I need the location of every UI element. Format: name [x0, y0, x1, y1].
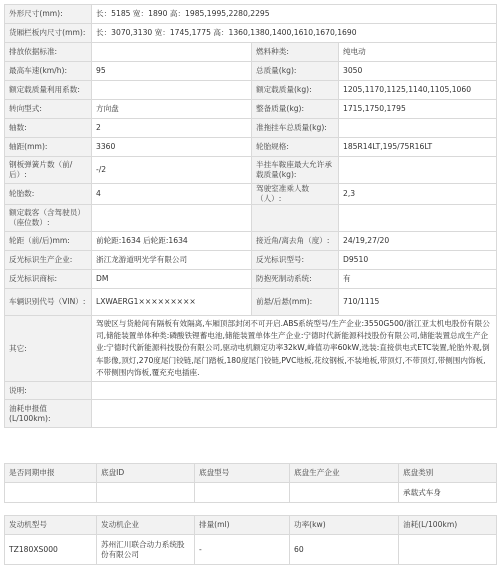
param-row — [5, 382, 497, 400]
param-label: 油耗申报值(L/100km): — [5, 400, 92, 428]
column-header: 底盘类别 — [399, 464, 497, 483]
param-value: 长：5185 宽：1890 高：1985,1995,2280,2295 — [92, 5, 497, 24]
table-cell: - — [195, 535, 290, 565]
table-cell — [290, 483, 399, 503]
column-header: 油耗(L/100km) — [399, 516, 497, 535]
param-row — [5, 62, 497, 81]
param-label: 反光标识型号: — [252, 250, 339, 269]
param-row — [5, 288, 497, 315]
param-label: 轴距(mm): — [5, 138, 92, 157]
param-label: 外形尺寸(mm): — [5, 5, 92, 24]
column-header: 底盘型号 — [195, 464, 290, 483]
table-row — [5, 483, 497, 503]
param-value: 24/19,27/20 — [339, 231, 497, 250]
param-value — [339, 157, 497, 184]
param-label: 驾驶室准乘人数（人）: — [252, 184, 339, 205]
param-label: 整备质量(kg): — [252, 100, 339, 119]
param-label: 前悬/后悬(mm): — [252, 288, 339, 315]
chassis-table-body — [5, 464, 497, 503]
param-label: 车辆识别代号（VIN）: — [5, 288, 92, 315]
column-header: 发动机企业 — [97, 516, 195, 535]
param-label: 货厢栏板内尺寸(mm): — [5, 24, 92, 43]
param-row — [5, 231, 497, 250]
param-label: 防抱死制动系统: — [252, 269, 339, 288]
param-row — [5, 119, 497, 138]
table-cell: 60 — [290, 535, 399, 565]
param-value: 长：3070,3130 宽：1745,1775 高：1360,1380,1400,1610,1670,1690 — [92, 24, 497, 43]
param-label: 额定载质量利用系数: — [5, 81, 92, 100]
param-label: 反光标识生产企业: — [5, 250, 92, 269]
param-value: LXWAERG1××××××××× — [92, 288, 252, 315]
param-row — [5, 5, 497, 24]
param-label: 轮胎数: — [5, 184, 92, 205]
column-header: 底盘生产企业 — [290, 464, 399, 483]
param-row — [5, 204, 497, 231]
table-cell — [5, 483, 97, 503]
param-value: 纯电动 — [339, 43, 497, 62]
param-value: 前轮距:1634 后轮距:1634 — [92, 231, 252, 250]
param-value — [92, 81, 252, 100]
param-value: 710/1115 — [339, 288, 497, 315]
param-value: 2 — [92, 119, 252, 138]
param-label: 轴数: — [5, 119, 92, 138]
param-value: D9510 — [339, 250, 497, 269]
table-cell: 苏州汇川联合动力系统股份有限公司 — [97, 535, 195, 565]
param-value: 有 — [339, 269, 497, 288]
param-value: 驾驶区与货舱间有隔板有效隔离,车厢顶部封闭不可开启.ABS系统型号/生产企业:3550G500/浙江亚太机电股份有限公司,储能装置单体种类:磷酸铁锂蓄电池,储能装置单体生产企业:宁德时代新能源科技股份有限公司,储能装置总成生产企业:宁德时代新能源科技股份有限公司,驱动电机额定功率32kW,峰值功率60kW,选装:直接供电式ETC装置,轮胎外观,倒车影像,顶灯,270度尾门铰链,尾门踏板,180度尾门铰链,PVC地板,花纹钢板,不装地板,带顶灯,不带顶灯,带侧围内饰板,不带侧围内饰板,覆充充电插座. — [92, 315, 497, 381]
param-value: 3360 — [92, 138, 252, 157]
column-header: 是否同期申报 — [5, 464, 97, 483]
column-header: 底盘ID — [97, 464, 195, 483]
param-value: -/2 — [92, 157, 252, 184]
param-value: 方向盘 — [92, 100, 252, 119]
param-label — [252, 204, 339, 231]
param-row — [5, 400, 497, 428]
table-cell — [97, 483, 195, 503]
param-row — [5, 315, 497, 381]
param-value: 2,3 — [339, 184, 497, 205]
param-row — [5, 269, 497, 288]
param-value: 185R14LT,195/75R16LT — [339, 138, 497, 157]
param-value — [92, 382, 497, 400]
param-value: DM — [92, 269, 252, 288]
param-value: 浙江龙游道明光学有限公司 — [92, 250, 252, 269]
param-row — [5, 184, 497, 205]
param-row — [5, 81, 497, 100]
param-value — [339, 119, 497, 138]
param-value — [92, 43, 252, 62]
param-label: 钢板弹簧片数（前/后）: — [5, 157, 92, 184]
param-label: 总质量(kg): — [252, 62, 339, 81]
param-row — [5, 138, 497, 157]
param-label: 燃料种类: — [252, 43, 339, 62]
column-header: 排量(ml) — [195, 516, 290, 535]
chassis-table — [4, 463, 497, 503]
param-label: 说明: — [5, 382, 92, 400]
param-label: 转向型式: — [5, 100, 92, 119]
param-value: 4 — [92, 184, 252, 205]
engine-table — [4, 515, 497, 565]
param-row — [5, 157, 497, 184]
table-row — [5, 535, 497, 565]
param-row — [5, 250, 497, 269]
main-params-table — [4, 4, 497, 428]
table-cell — [399, 535, 497, 565]
param-value — [92, 204, 252, 231]
param-row — [5, 24, 497, 43]
param-value: 1205,1170,1125,1140,1105,1060 — [339, 81, 497, 100]
table-cell — [195, 483, 290, 503]
param-label: 反光标识商标: — [5, 269, 92, 288]
param-value: 3050 — [339, 62, 497, 81]
param-row — [5, 43, 497, 62]
param-label: 其它: — [5, 315, 92, 381]
param-value: 1715,1750,1795 — [339, 100, 497, 119]
param-label: 额定载客（含驾驶员）（座位数）: — [5, 204, 92, 231]
param-label: 准拖挂车总质量(kg): — [252, 119, 339, 138]
param-label: 轮距（前/后)mm: — [5, 231, 92, 250]
param-label: 半挂车鞍座最大允许承载质量(kg): — [252, 157, 339, 184]
table-cell: 承载式车身 — [399, 483, 497, 503]
param-value — [92, 400, 497, 428]
param-label: 接近角/离去角（度）: — [252, 231, 339, 250]
param-label: 最高车速(km/h): — [5, 62, 92, 81]
param-label: 轮胎规格: — [252, 138, 339, 157]
table-cell: TZ180XS000 — [5, 535, 97, 565]
main-params-body — [5, 5, 497, 428]
param-label: 额定载质量(kg): — [252, 81, 339, 100]
param-row — [5, 100, 497, 119]
header-row — [5, 464, 497, 483]
column-header: 功率(kw) — [290, 516, 399, 535]
param-value — [339, 204, 497, 231]
param-label: 排放依据标准: — [5, 43, 92, 62]
param-value: 95 — [92, 62, 252, 81]
column-header: 发动机型号 — [5, 516, 97, 535]
engine-table-body — [5, 516, 497, 565]
header-row — [5, 516, 497, 535]
